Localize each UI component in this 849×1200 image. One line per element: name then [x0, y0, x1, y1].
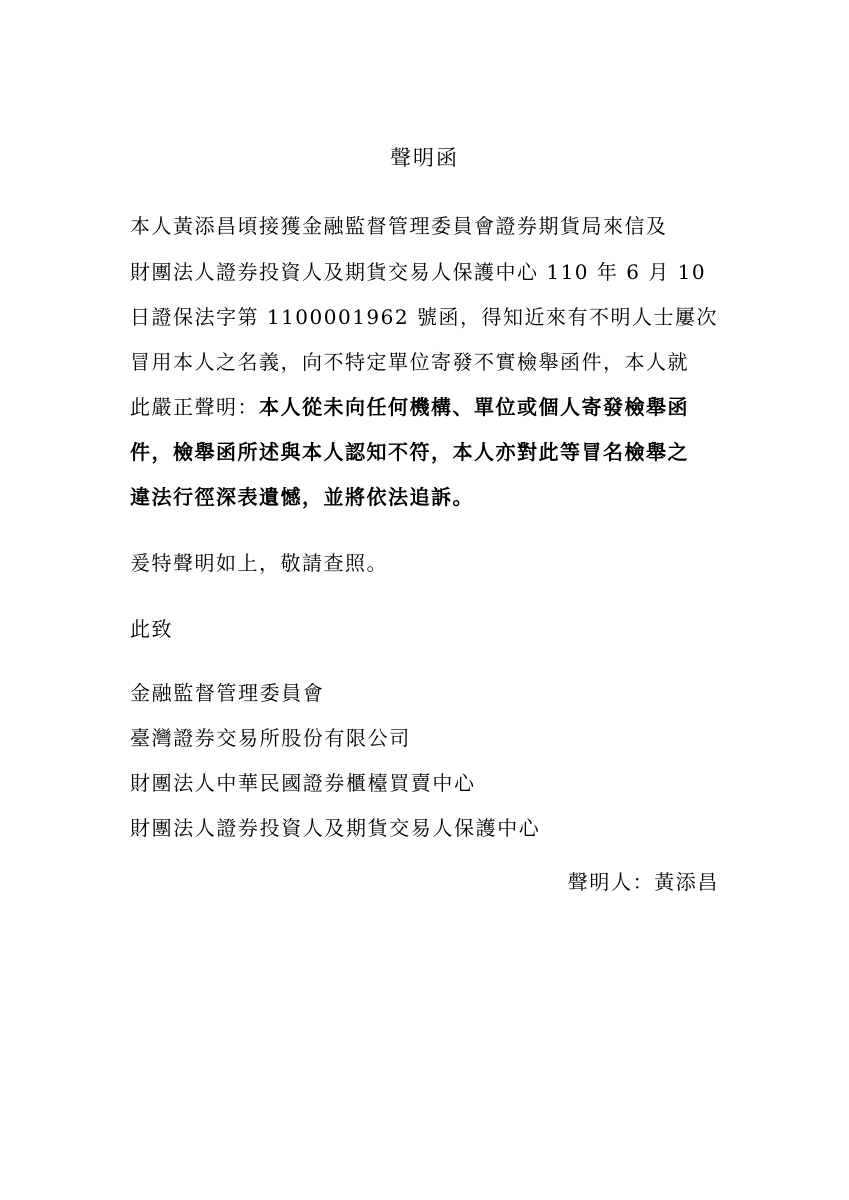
recipient-2: 臺灣證券交易所股份有限公司	[130, 726, 411, 750]
body-line-1-text: 本人黃添昌頃接獲金融監督管理委員會證券期貨局來信及	[130, 214, 668, 238]
salutation: 此致	[130, 617, 173, 641]
body-line-4-text: 冒用本人之名義，向不特定單位寄發不實檢舉函件，本人就	[130, 350, 689, 374]
recipient-1: 金融監督管理委員會	[130, 681, 325, 705]
body-line-7	[130, 487, 474, 507]
document-title: 聲明函	[390, 146, 459, 170]
body-line-6-bold: 件，檢舉函所述與本人認知不符，本人亦對此等冒名檢舉之	[130, 440, 689, 464]
recipient-3: 財團法人中華民國證券櫃檯買賣中心	[130, 771, 476, 795]
body-line-3-text: 日證保法字第 1100001962 號函，得知近來有不明人士屢次	[130, 305, 718, 329]
signature-line: 聲明人：黃添昌	[567, 870, 719, 894]
body-line-5	[130, 397, 689, 417]
body-line-4	[130, 352, 689, 372]
body-line-7-bold: 違法行徑深表遺憾，並將依法追訴。	[130, 485, 474, 509]
body-line-5-text: 此嚴正聲明：	[130, 395, 259, 419]
body-line-5-bold: 本人從未向任何機構、單位或個人寄發檢舉函	[259, 395, 689, 419]
body-line-6	[130, 442, 689, 462]
body-line-1	[130, 216, 668, 236]
body-line-2	[130, 262, 706, 282]
closing-line: 爰特聲明如上，敬請查照。	[130, 551, 388, 575]
body-line-3	[130, 307, 718, 327]
recipient-4: 財團法人證券投資人及期貨交易人保護中心	[130, 816, 541, 840]
body-line-2-text: 財團法人證券投資人及期貨交易人保護中心 110 年 6 月 10	[130, 260, 707, 284]
